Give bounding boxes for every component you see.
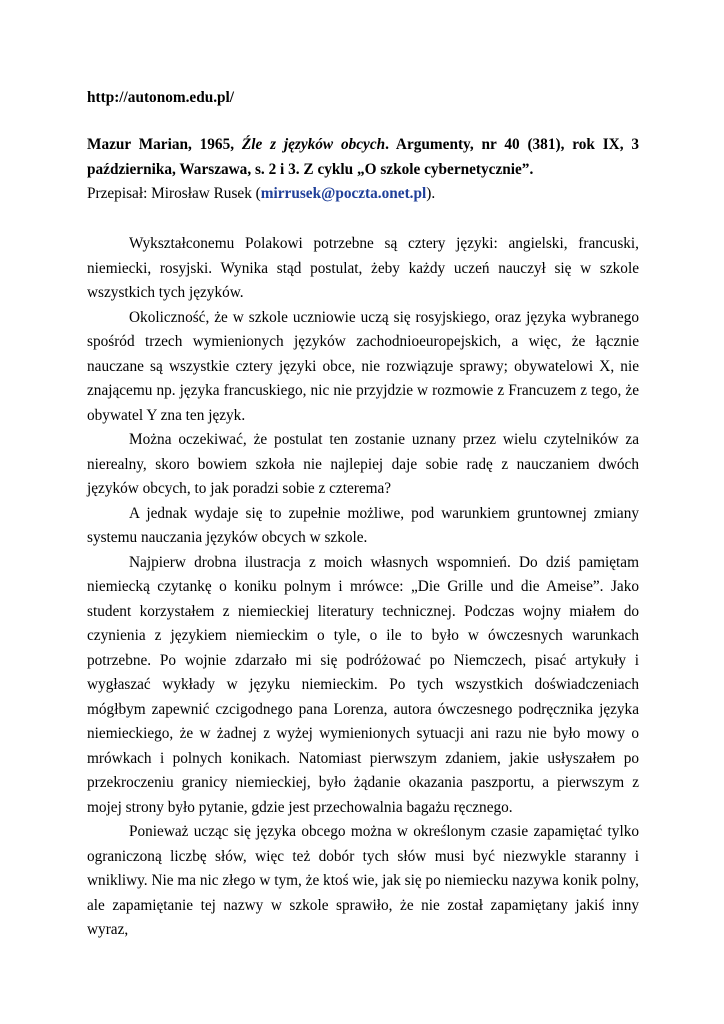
paragraph: A jednak wydaje się to zupełnie możliwe, pod warunkiem gruntownej zmiany systemu nauczania języków obcych w szkole.	[87, 504, 639, 546]
paragraph: Najpierw drobna ilustracja z moich własnych wspomnień. Do dziś pamiętam niemiecką czytankę o koniku polnym i mrówce: „Die Grille und die Ameise”. Jako student korzystałem z niemieckiej literatury technicznej. Podczas wojny miałem do czynienia z językiem niemieckim o tyle, o ile to było w ówczesnych warunkach potrzebne. Po wojnie zdarzało mi się podróżować po Niemczech, pisać artykuły i wygłaszać wykłady w języku niemieckim. Po tych wszystkich doświadczeniach mógłbym zapewnić czcigodnego pana Lorenza, autora ówczesnego podręcznika języka niemieckiego, że w żadnej z wyżej wymienionych sytuacji ani razu nie było mowy o mrówkach i polnych konikach. Natomiast pierwszym zdaniem, jakie usłyszałem po przekroczeniu granicy niemieckiej, było żądanie okazania paszportu, a pierwszym z mojej strony było pytanie, gdzie jest przechowalnia bagażu ręcznego.	[87, 553, 639, 816]
citation-title: Źle z języków obcych	[241, 136, 386, 153]
paragraph: Okoliczność, że w szkole uczniowie uczą się rosyjskiego, oraz języka wybranego spośród trzech wymienionych języków zachodnioeuropejskich, a więc, że łącznie nauczane są wszystkie cztery języki obce, nie rozwiązuje sprawy; obywatelowi X, nie znającemu np. języka francuskiego, nic nie przyjdzie w rozmowie z Francuzem z tego, że obywatel Y zna ten język.	[87, 308, 639, 424]
transcriber-prefix: Przepisał: Mirosław Rusek (	[87, 185, 261, 202]
citation-author-year: Mazur Marian, 1965,	[87, 136, 242, 153]
paragraph: Można oczekiwać, że postulat ten zostanie uznany przez wielu czytelników za nierealny, skoro bowiem szkoła nie najlepiej daje sobie radę z nauczaniem dwóch języków obcych, to jak poradzi sobie z czterema?	[87, 431, 639, 497]
paragraph: Ponieważ ucząc się języka obcego można w określonym czasie zapamiętać tylko ograniczoną liczbę słów, więc też dobór tych słów musi być niezwykle staranny i wnikliwy. Nie ma nic złego w tym, że ktoś wie, jak się po niemiecku nazywa konik polny, ale zapamiętanie tej nazwy w szkole sprawiło, że nie został zapamiętany jakiś inny wyraz,	[87, 823, 639, 938]
citation-source: . Argumenty, nr 40 (381), rok IX, 3 października, Warszawa, s. 2 i 3. Z cyklu „O szkole cybernetycznie”.	[87, 136, 639, 178]
transcriber-email-link[interactable]: mirrusek@poczta.onet.pl	[260, 185, 427, 202]
bibliographic-reference	[87, 133, 639, 182]
transcriber-suffix: ).	[426, 185, 436, 202]
source-url[interactable]: http://autonom.edu.pl/	[87, 89, 235, 106]
paragraph: Wykształconemu Polakowi potrzebne są cztery języki: angielski, francuski, niemiecki, rosyjski. Wynika stąd postulat, żeby każdy uczeń nauczył się w szkole wszystkich tych języków.	[87, 235, 639, 301]
article-body	[87, 232, 639, 943]
citation-block	[87, 133, 639, 207]
transcriber-line	[87, 182, 639, 207]
